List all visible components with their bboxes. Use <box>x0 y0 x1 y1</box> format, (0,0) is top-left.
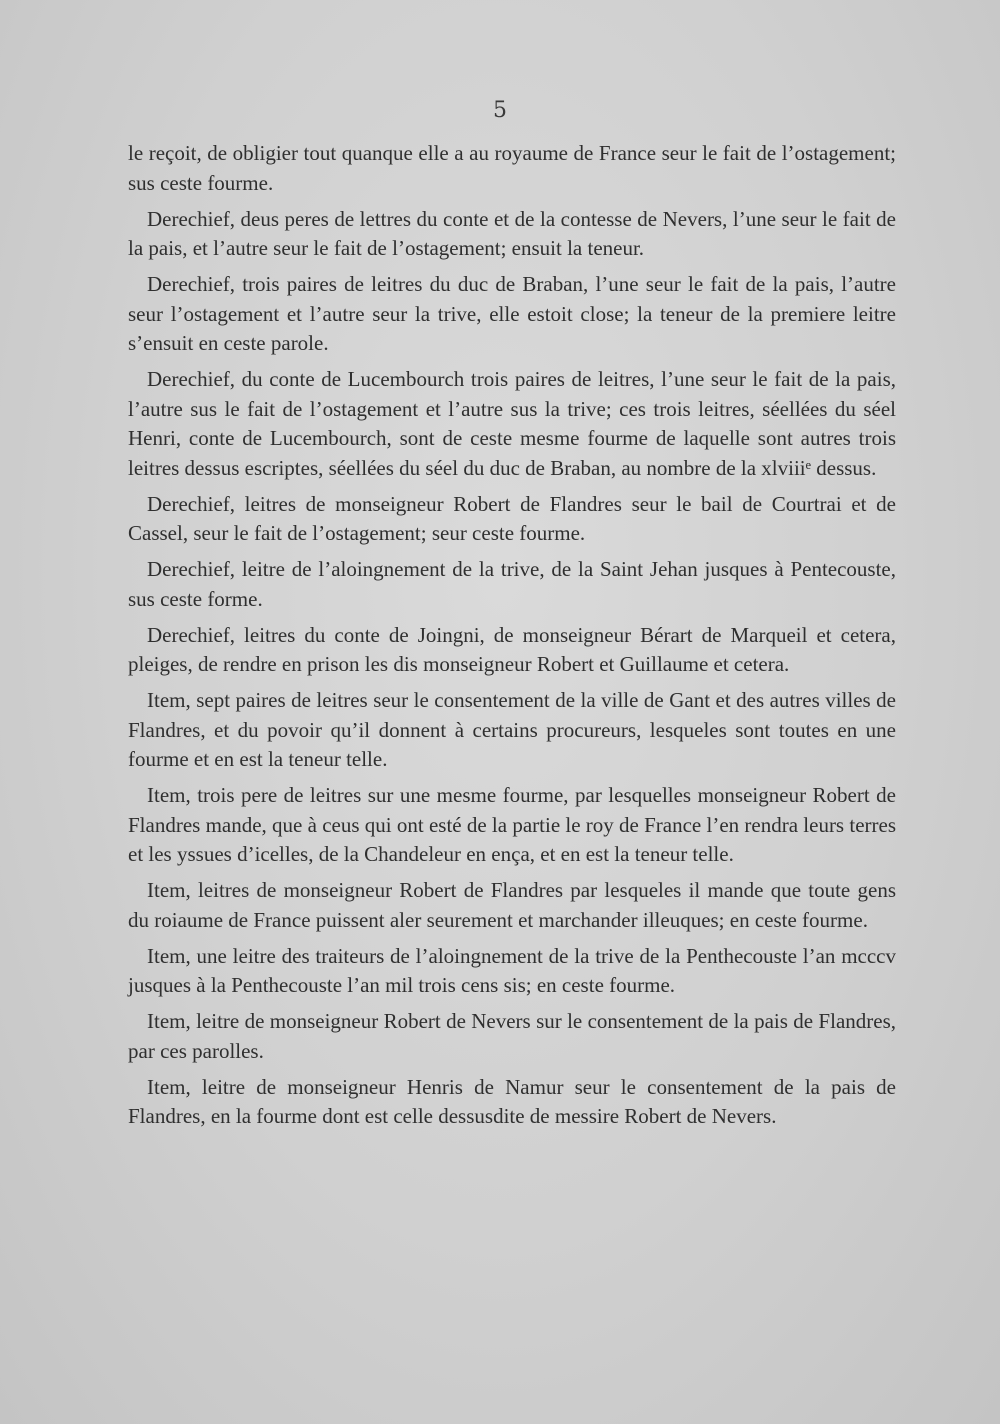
paragraph-3: Derechief, trois paires de leitres du duc de Braban, l’une seur le fait de la pais, l’autre seur l’ostagement et l’autre seur la trive, elle estoit close; la teneur de la premiere leitre s’ensuit en ceste parole. <box>128 272 896 355</box>
paragraph-11: Item, une leitre des traiteurs de l’aloingnement de la trive de la Penthecouste l’an mcccv jusques à la Penthecouste l’an mil trois cens sis; en ceste fourme. <box>128 943 896 997</box>
paragraph-12: Item, leitre de monseigneur Robert de Nevers sur le consentement de la pais de Flandres, par ces parolles. <box>128 1009 896 1063</box>
paragraph-10: Item, leitres de monseigneur Robert de Flandres par lesqueles il mande que toute gens du roiaume de France puissent aler seurement et marchander illeuques; en ceste fourme. <box>128 878 896 932</box>
paragraph-2: Derechief, deus peres de lettres du conte et de la contesse de Nevers, l’une seur le fait de la pais, et l’autre seur le fait de l’ostagement; ensuit la teneur. <box>128 206 896 260</box>
paragraph-9: Item, trois pere de leitres sur une mesme fourme, par lesquelles monseigneur Robert de Flandres mande, que à ceus qui ont esté de la partie le roy de France l’en rendra leurs terres et les yssues d’icelles, de la Chandeleur en ença, et en est la teneur telle. <box>128 783 896 866</box>
paragraph-4: Derechief, du conte de Lucembourch trois paires de leitres, l’une seur le fait de la pais, l’autre sus le fait de l’ostagement et l’autre sus la trive; ces trois leitres, séellées du séel Henri, conte de Lucembourch, sont de ceste mesme fourme de laquelle sont autres trois leitres dessus escriptes, séellées du séel du duc de Braban, au nombre de la xlviiiᵉ dessus. <box>128 367 896 480</box>
paragraph-1: le reçoit, de obligier tout quanque elle a au royaume de France seur le fait de l’ostagement; sus ceste fourme. <box>128 141 896 195</box>
page-number: 5 <box>493 98 507 123</box>
body-text <box>128 139 896 1138</box>
paragraph-13: Item, leitre de monseigneur Henris de Namur seur le consentement de la pais de Flandres, en la fourme dont est celle dessusdite de messire Robert de Nevers. <box>128 1074 896 1128</box>
paragraph-7: Derechief, leitres du conte de Joingni, de monseigneur Bérart de Marqueil et cetera, pleiges, de rendre en prison les dis monseigneur Robert et Guillaume et cetera. <box>128 622 896 676</box>
paragraph-5: Derechief, leitres de monseigneur Robert de Flandres seur le bail de Courtrai et de Cassel, seur le fait de l’ostagement; seur ceste fourme. <box>128 491 896 545</box>
paragraph-6: Derechief, leitre de l’aloingnement de la trive, de la Saint Jehan jusques à Pentecouste, sus ceste forme. <box>128 557 896 611</box>
paragraph-8: Item, sept paires de leitres seur le consentement de la ville de Gant et des autres villes de Flandres, et du povoir qu’il donnent à certains procureurs, lesqueles sont toutes en une fourme et en est la teneur telle. <box>128 688 896 771</box>
